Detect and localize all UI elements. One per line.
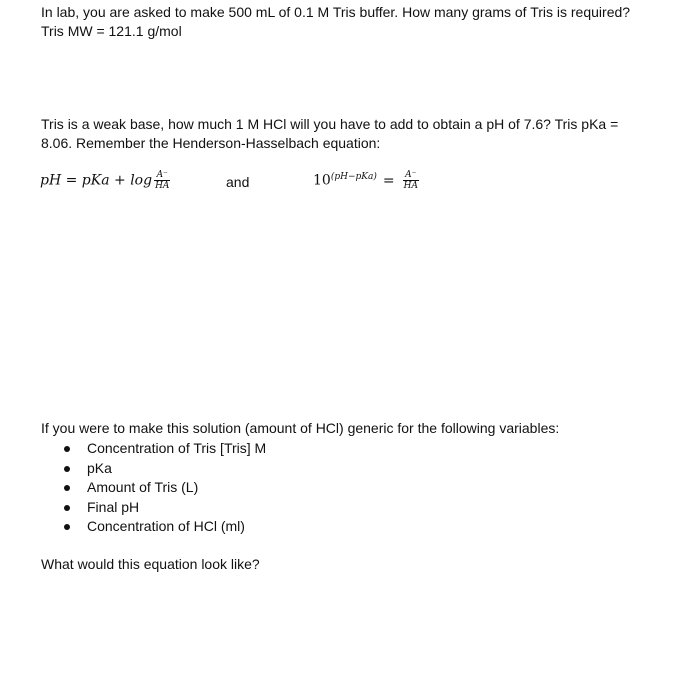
question-2-line-2: 8.06. Remember the Henderson-Hasselbach equation:: [41, 135, 381, 151]
question-3-intro: [41, 419, 651, 438]
question-1-paragraph: [41, 3, 651, 41]
formula-connector: and: [226, 174, 250, 190]
question-2-paragraph: [41, 115, 651, 153]
question-1-line-2: Tris MW = 121.1 g/mol: [41, 23, 182, 39]
variables-list: [62, 439, 266, 537]
hh-numerator: A⁻: [154, 170, 170, 181]
exp-equals: =: [382, 172, 395, 189]
exp-numerator: A⁻: [403, 170, 419, 181]
list-item: pKa: [62, 459, 266, 479]
hh-fraction: [154, 170, 170, 191]
exp-power: (pH−pKa): [330, 171, 377, 182]
list-item: Concentration of HCl (ml): [62, 517, 266, 537]
question-4-paragraph: [41, 555, 651, 574]
formula-row: [40, 168, 660, 204]
hh-denominator: HA: [155, 181, 170, 191]
question-4-text: What would this equation look like?: [41, 556, 260, 572]
question-2-line-1: Tris is a weak base, how much 1 M HCl will you have to add to obtain a pH of 7.6? Tris pKa =: [41, 116, 619, 132]
list-item: Amount of Tris (L): [62, 478, 266, 498]
list-item: Final pH: [62, 498, 266, 518]
henderson-hasselbalch-formula: [40, 170, 170, 191]
exp-base: 10: [313, 172, 331, 189]
question-1-line-1: In lab, you are asked to make 500 mL of 0.1 M Tris buffer. How many grams of Tris is required?: [41, 4, 631, 20]
exp-fraction: [403, 170, 419, 191]
question-3-intro-text: If you were to make this solution (amount of HCl) generic for the following variables:: [41, 420, 560, 436]
list-item: Concentration of Tris [Tris] M: [62, 439, 266, 459]
exponential-ratio-formula: [313, 170, 419, 191]
exp-denominator: HA: [403, 181, 418, 191]
hh-formula-lhs: pH = pKa + log: [40, 172, 153, 189]
